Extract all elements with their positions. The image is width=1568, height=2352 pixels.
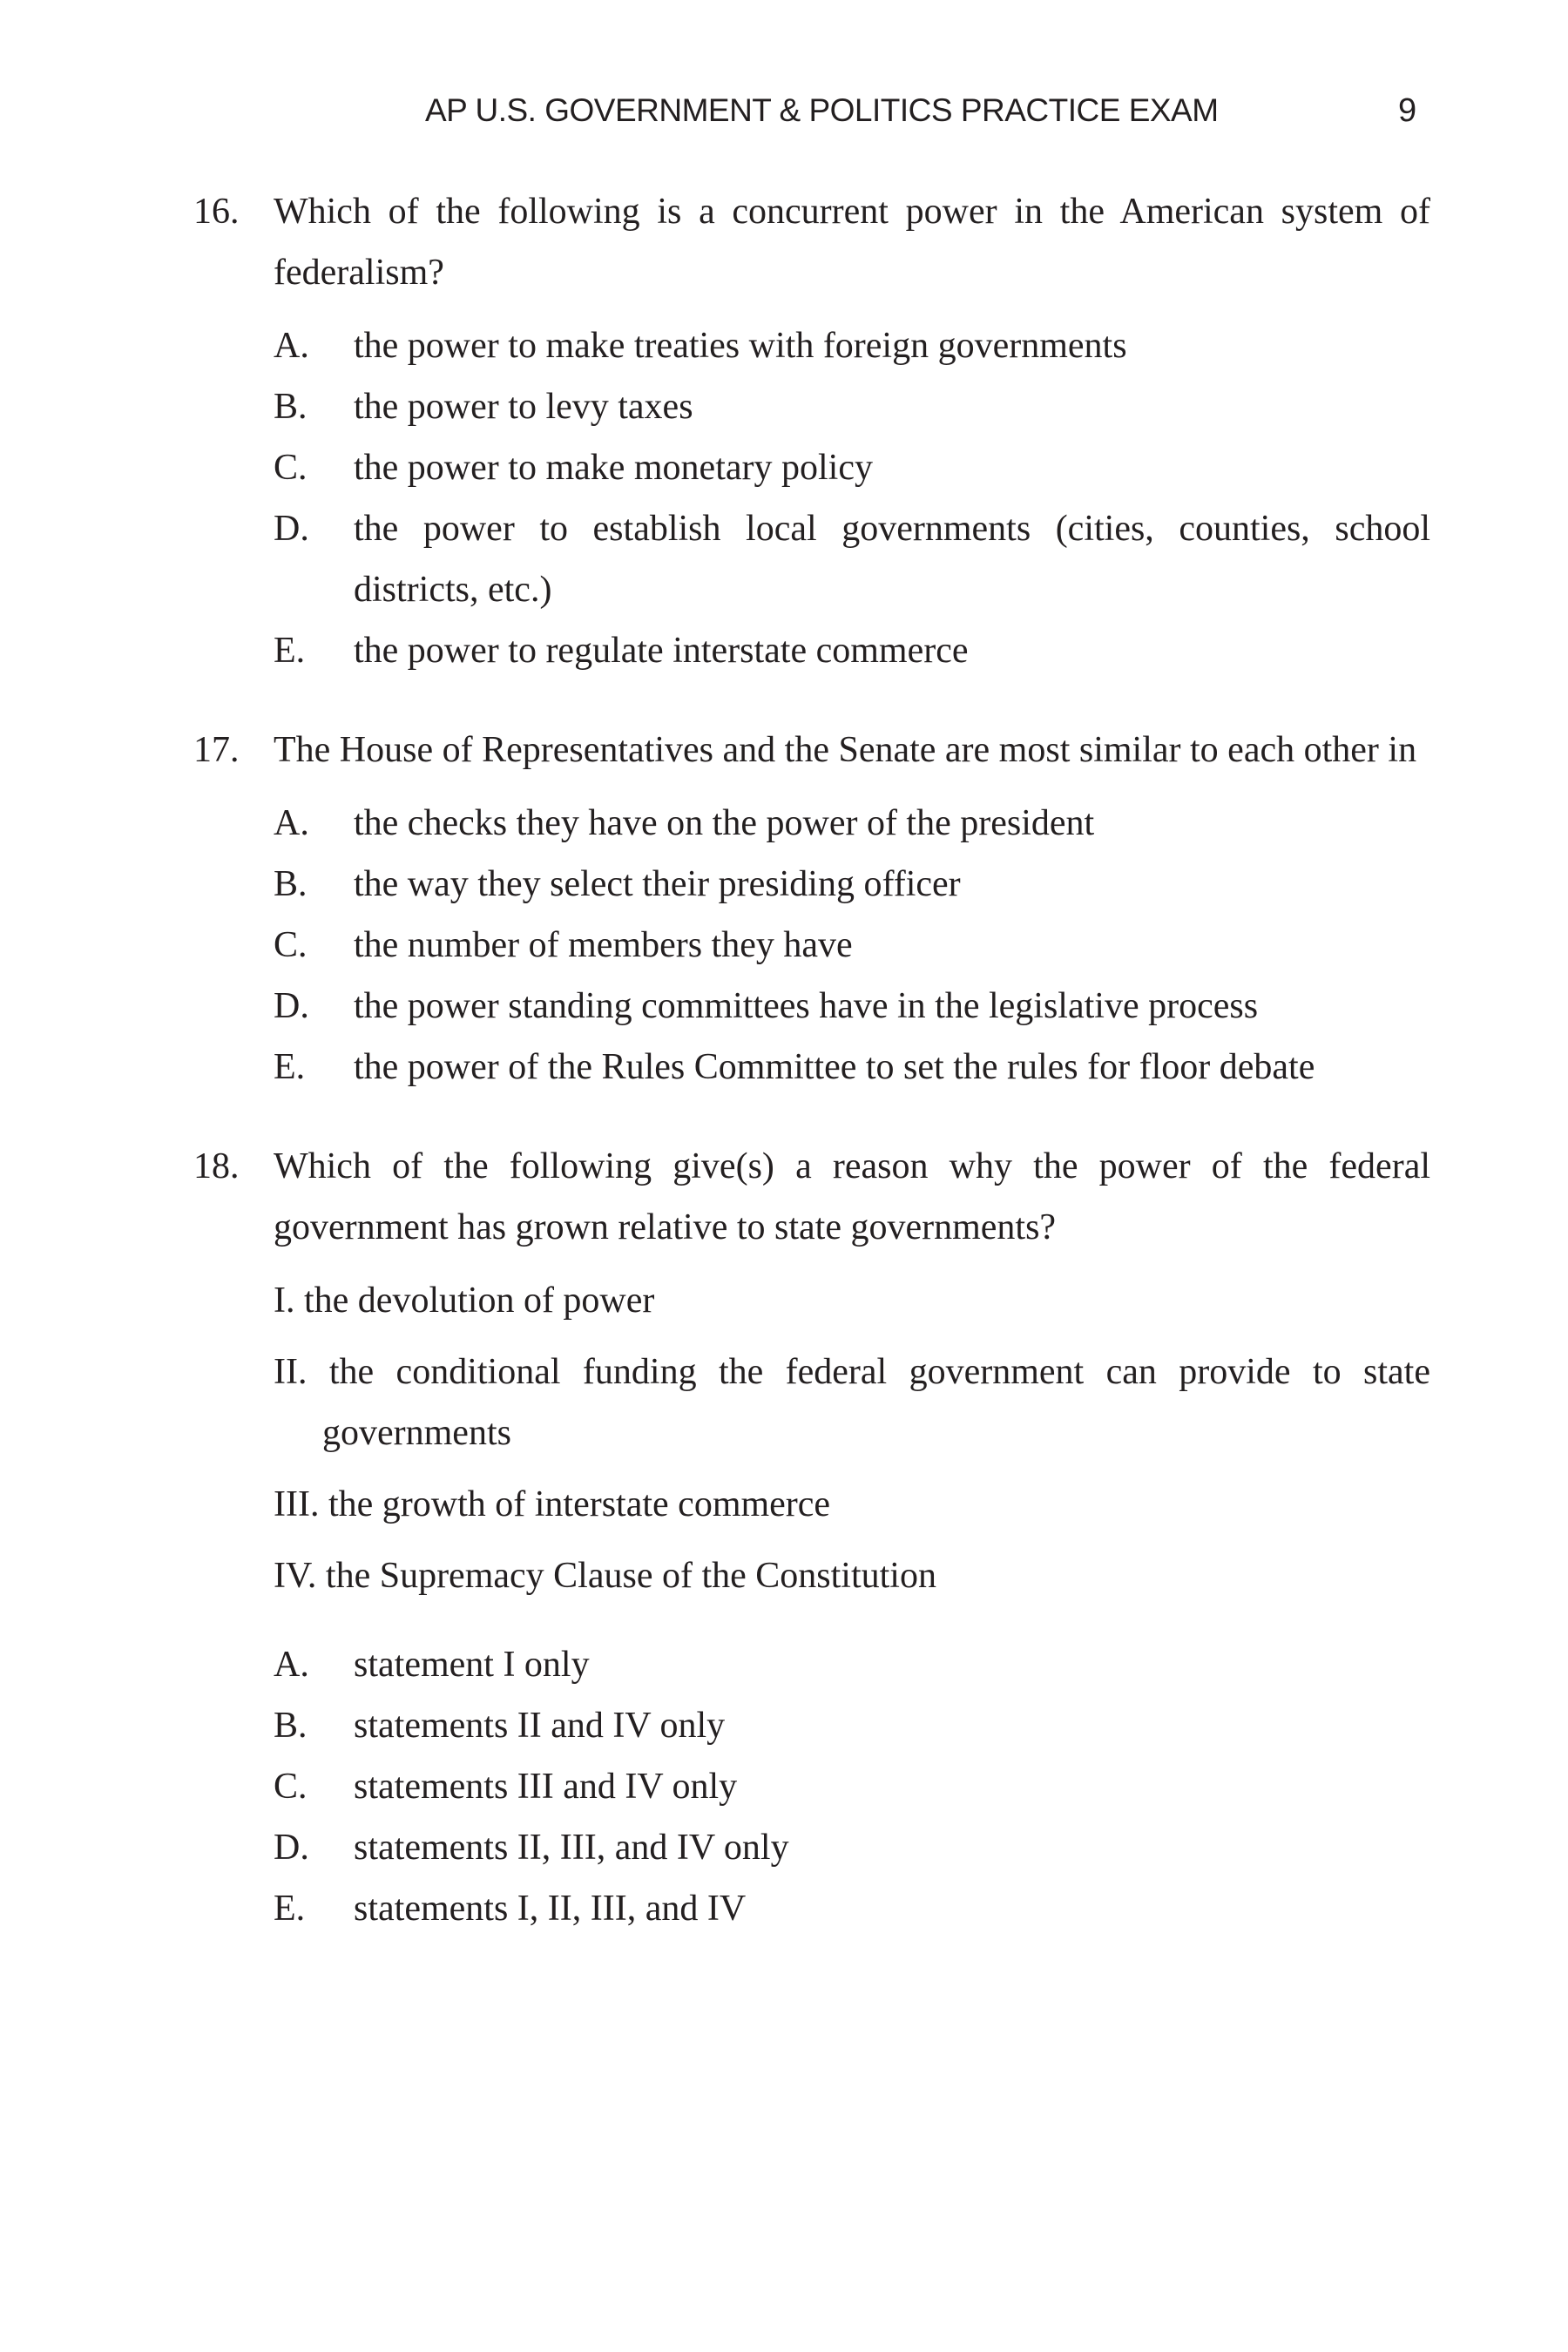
option-text: the power of the Rules Committee to set the rules for floor debate	[354, 1047, 1315, 1087]
answer-option-a	[274, 315, 1430, 376]
question-stem	[193, 720, 1430, 781]
answer-option-e	[274, 1878, 1430, 1939]
answer-option-a	[274, 793, 1430, 854]
option-text: statements II, III, and IV only	[354, 1828, 789, 1868]
question-16	[193, 181, 1430, 681]
option-text: the way they select their presiding officer	[354, 864, 961, 904]
answer-options	[274, 315, 1430, 681]
page-header	[0, 89, 1568, 132]
statement-iv: IV. the Supremacy Clause of the Constitution	[274, 1556, 936, 1596]
option-text: the power to establish local governments (cities, counties, school districts, etc.)	[354, 509, 1430, 610]
roman-statements	[274, 1270, 1430, 1606]
statement-i: I. the devolution of power	[274, 1281, 655, 1321]
running-header-title: AP U.S. GOVERNMENT & POLITICS PRACTICE EXAM	[425, 92, 1219, 128]
answer-option-d	[274, 498, 1430, 620]
answer-option-d	[274, 1817, 1430, 1878]
option-text: statement I only	[354, 1645, 590, 1685]
option-letter: D.	[274, 1828, 309, 1868]
statement-ii: II. the conditional funding the federal government can provide to state governments	[274, 1352, 1430, 1453]
option-letter: E.	[274, 1889, 306, 1929]
option-text: statements I, II, III, and IV	[354, 1889, 747, 1929]
question-text: Which of the following is a concurrent power in the American system of federalism?	[274, 192, 1430, 293]
answer-options	[274, 793, 1430, 1098]
answer-option-a	[274, 1634, 1430, 1695]
answer-option-d	[274, 976, 1430, 1037]
option-text: statements II and IV only	[354, 1706, 726, 1746]
answer-option-c	[274, 915, 1430, 976]
option-letter: E.	[274, 631, 306, 671]
question-number: 17.	[193, 730, 240, 770]
option-text: the checks they have on the power of the president	[354, 803, 1095, 843]
answer-option-c	[274, 1756, 1430, 1817]
option-letter: A.	[274, 326, 309, 366]
option-letter: E.	[274, 1047, 306, 1087]
option-text: the power to regulate interstate commerce	[354, 631, 969, 671]
option-letter: C.	[274, 1767, 308, 1807]
option-letter: D.	[274, 986, 309, 1026]
question-stem	[193, 1136, 1430, 1258]
option-letter: B.	[274, 387, 308, 427]
question-18	[193, 1136, 1430, 1939]
option-text: the number of members they have	[354, 925, 853, 965]
option-letter: B.	[274, 1706, 308, 1746]
statement-iii: III. the growth of interstate commerce	[274, 1484, 831, 1524]
answer-options	[274, 1634, 1430, 1939]
option-letter: C.	[274, 925, 308, 965]
option-letter: A.	[274, 1645, 309, 1685]
option-text: the power standing committees have in the legislative process	[354, 986, 1259, 1026]
answer-option-b	[274, 376, 1430, 437]
option-letter: A.	[274, 803, 309, 843]
question-number: 16.	[193, 192, 240, 232]
answer-option-b	[274, 854, 1430, 915]
page-number: 9	[1398, 92, 1417, 129]
answer-option-c	[274, 437, 1430, 498]
question-list	[193, 181, 1430, 1977]
option-text: the power to make monetary policy	[354, 448, 873, 488]
option-text: the power to levy taxes	[354, 387, 693, 427]
question-17	[193, 720, 1430, 1098]
question-stem	[193, 181, 1430, 303]
option-letter: D.	[274, 509, 309, 549]
question-number: 18.	[193, 1146, 240, 1186]
option-text: statements III and IV only	[354, 1767, 738, 1807]
question-text: The House of Representatives and the Senate are most similar to each other in	[274, 730, 1417, 770]
question-text: Which of the following give(s) a reason why the power of the federal government has grown relative to state governments?	[274, 1146, 1430, 1247]
option-text: the power to make treaties with foreign governments	[354, 326, 1127, 366]
answer-option-e	[274, 1037, 1430, 1098]
option-letter: C.	[274, 448, 308, 488]
answer-option-e	[274, 620, 1430, 681]
answer-option-b	[274, 1695, 1430, 1756]
option-letter: B.	[274, 864, 308, 904]
